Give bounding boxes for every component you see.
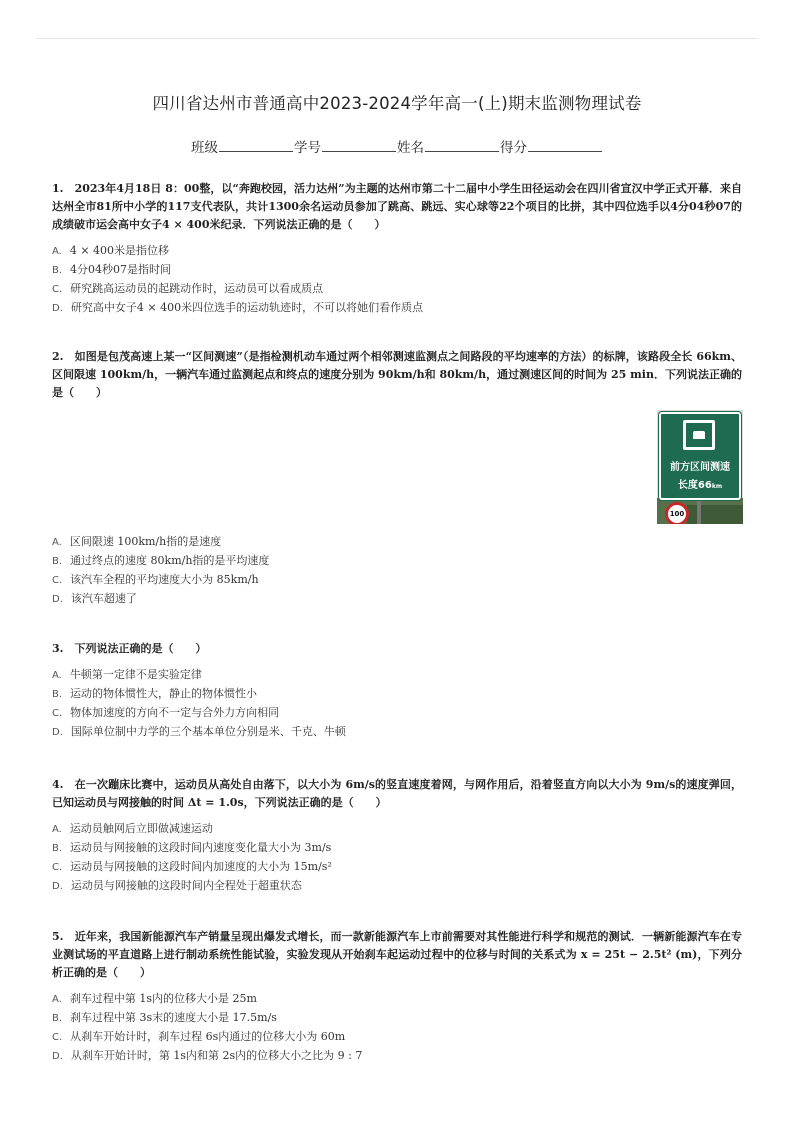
score-label: 得分	[500, 140, 527, 156]
speed-limit-sign: 100	[665, 502, 689, 524]
option-letter: B.	[52, 689, 63, 700]
sign-unit: km	[711, 483, 723, 490]
option-letter: A.	[52, 246, 62, 257]
options-list	[52, 666, 742, 742]
option-d	[52, 590, 742, 609]
option-d	[52, 1047, 742, 1066]
question-1	[52, 180, 742, 318]
option-c	[52, 704, 742, 723]
option-text: 该汽车超速了	[70, 592, 137, 605]
option-letter: C.	[52, 862, 63, 873]
options-list	[52, 990, 742, 1066]
option-text: 通过终点的速度 80km/h指的是平均速度	[70, 554, 270, 567]
option-letter: B.	[52, 843, 63, 854]
option-letter: D.	[52, 881, 63, 892]
option-b	[52, 685, 742, 704]
options-list	[52, 533, 742, 609]
option-letter: C.	[52, 708, 63, 719]
option-letter: B.	[52, 556, 63, 567]
header-divider	[36, 38, 758, 39]
sign-line-1: 前方区间测速	[670, 462, 730, 473]
option-letter: A.	[52, 824, 62, 835]
question-5	[52, 928, 742, 1066]
option-letter: C.	[52, 284, 63, 295]
option-d	[52, 299, 742, 318]
option-d	[52, 723, 742, 742]
option-a	[52, 820, 742, 839]
id-blank	[322, 139, 396, 152]
sign-line-2	[661, 476, 739, 491]
option-text: 运动员与网接触的这段时间内加速度的大小为 15m/s²	[70, 860, 332, 873]
option-text: 国际单位制中力学的三个基本单位分别是米、千克、牛顿	[70, 725, 346, 738]
sign-board	[659, 412, 741, 500]
option-text: 从刹车开始计时，刹车过程 6s内通过的位移大小为 60m	[70, 1030, 346, 1043]
question-2	[52, 348, 742, 402]
option-c	[52, 571, 742, 590]
question-2-options	[52, 533, 742, 609]
option-a	[52, 990, 742, 1009]
option-text: 运动员与网接触的这段时间内全程处于超重状态	[70, 879, 302, 892]
question-stem: 5. 近年来，我国新能源汽车产销量呈现出爆发式增长，而一款新能源汽车上市前需要对其性能进行科学和规范的测试．一辆新能源汽车在专业测试场的平直道路上进行制动系统性能试验，实验发现从开始刹车起运动过程中的位移与时间的关系式为 x = 25t − 2.5t² (m)，下列分析正确的是（ ）	[52, 930, 742, 979]
option-d	[52, 877, 742, 896]
question-stem: 3. 下列说法正确的是（ ）	[52, 642, 207, 655]
option-letter: D.	[52, 727, 63, 738]
option-text: 4分04秒07是指时间	[70, 263, 172, 276]
option-c	[52, 858, 742, 877]
option-text: 该汽车全程的平均速度大小为 85km/h	[70, 573, 259, 586]
option-letter: D.	[52, 594, 63, 605]
option-a	[52, 242, 742, 261]
option-text: 4 × 400米是指位移	[69, 244, 170, 257]
id-label: 学号	[294, 140, 321, 156]
score-blank	[528, 139, 602, 152]
option-c	[52, 280, 742, 299]
option-text: 运动员与网接触的这段时间内速度变化量大小为 3m/s	[70, 841, 332, 854]
options-list	[52, 242, 742, 318]
option-c	[52, 1028, 742, 1047]
option-b	[52, 552, 742, 571]
option-a	[52, 666, 742, 685]
option-letter: C.	[52, 575, 63, 586]
question-4	[52, 776, 742, 896]
option-letter: B.	[52, 265, 63, 276]
option-text: 牛顿第一定律不是实验定律	[69, 668, 202, 681]
student-info-line	[0, 136, 794, 156]
option-letter: A.	[52, 537, 62, 548]
question-stem: 2. 如图是包茂高速上某一“区间测速”（是指检测机动车通过两个相邻测速监测点之间路段的平均速率的方法）的标牌，该路段全长 66km、区间限速 100km/h，一辆汽车通过监测起点和终点的速度分别为 90km/h和 80km/h，通过测速区间的时间为 25 min．下列说法正确的是（ ）	[52, 350, 742, 399]
speed-zone-sign-image	[657, 410, 743, 524]
exam-title: 四川省达州市普通高中2023-2024学年高一(上)期末监测物理试卷	[152, 94, 642, 113]
option-letter: C.	[52, 1032, 63, 1043]
trees	[687, 505, 743, 524]
question-stem: 1. 2023年4月18日 8：00整，以“奔跑校园，活力达州”为主题的达州市第二十二届中小学生田径运动会在四川省宣汉中学正式开幕．来自达州全市81所中小学的117支代表队，共计1300余名运动员参加了跳高、跳远、实心球等22个项目的比拼，其中四位选手以4分04秒07的成绩破市运会高中女子4 × 400米纪录．下列说法正确的是（ ）	[52, 182, 742, 231]
option-text: 区间限速 100km/h指的是速度	[69, 535, 222, 548]
option-b	[52, 1009, 742, 1028]
option-text: 研究高中女子4 × 400米四位选手的运动轨迹时，不可以将她们看作质点	[70, 301, 424, 314]
option-text: 研究跳高运动员的起跳动作时，运动员可以看成质点	[70, 282, 324, 295]
option-letter: B.	[52, 1013, 63, 1024]
question-3	[52, 640, 742, 742]
name-label: 姓名	[397, 140, 424, 156]
option-text: 运动员触网后立即做减速运动	[69, 822, 213, 835]
option-text: 从刹车开始计时，第 1s内和第 2s内的位移大小之比为 9 : 7	[70, 1049, 363, 1062]
options-list	[52, 820, 742, 896]
class-label: 班级	[191, 140, 218, 156]
option-text: 物体加速度的方向不一定与合外力方向相同	[70, 706, 280, 719]
option-text: 运动的物体惯性大，静止的物体惯性小	[70, 687, 258, 700]
option-letter: D.	[52, 1051, 63, 1062]
option-b	[52, 839, 742, 858]
car-icon	[693, 431, 705, 439]
name-blank	[425, 139, 499, 152]
question-stem: 4. 在一次蹦床比赛中，运动员从高处自由落下，以大小为 6m/s的竖直速度着网，与网作用后，沿着竖直方向以大小为 9m/s的速度弹回，已知运动员与网接触的时间 Δt = 1.0s，下列说法正确的是（ ）	[52, 778, 742, 809]
option-letter: D.	[52, 303, 63, 314]
option-text: 刹车过程中第 3s末的速度大小是 17.5m/s	[70, 1011, 277, 1024]
class-blank	[219, 139, 293, 152]
option-text: 刹车过程中第 1s内的位移大小是 25m	[69, 992, 257, 1005]
option-b	[52, 261, 742, 280]
sign-length: 长度66	[677, 480, 712, 491]
option-letter: A.	[52, 994, 62, 1005]
option-a	[52, 533, 742, 552]
camera-emblem-icon	[683, 420, 715, 450]
option-letter: A.	[52, 670, 62, 681]
